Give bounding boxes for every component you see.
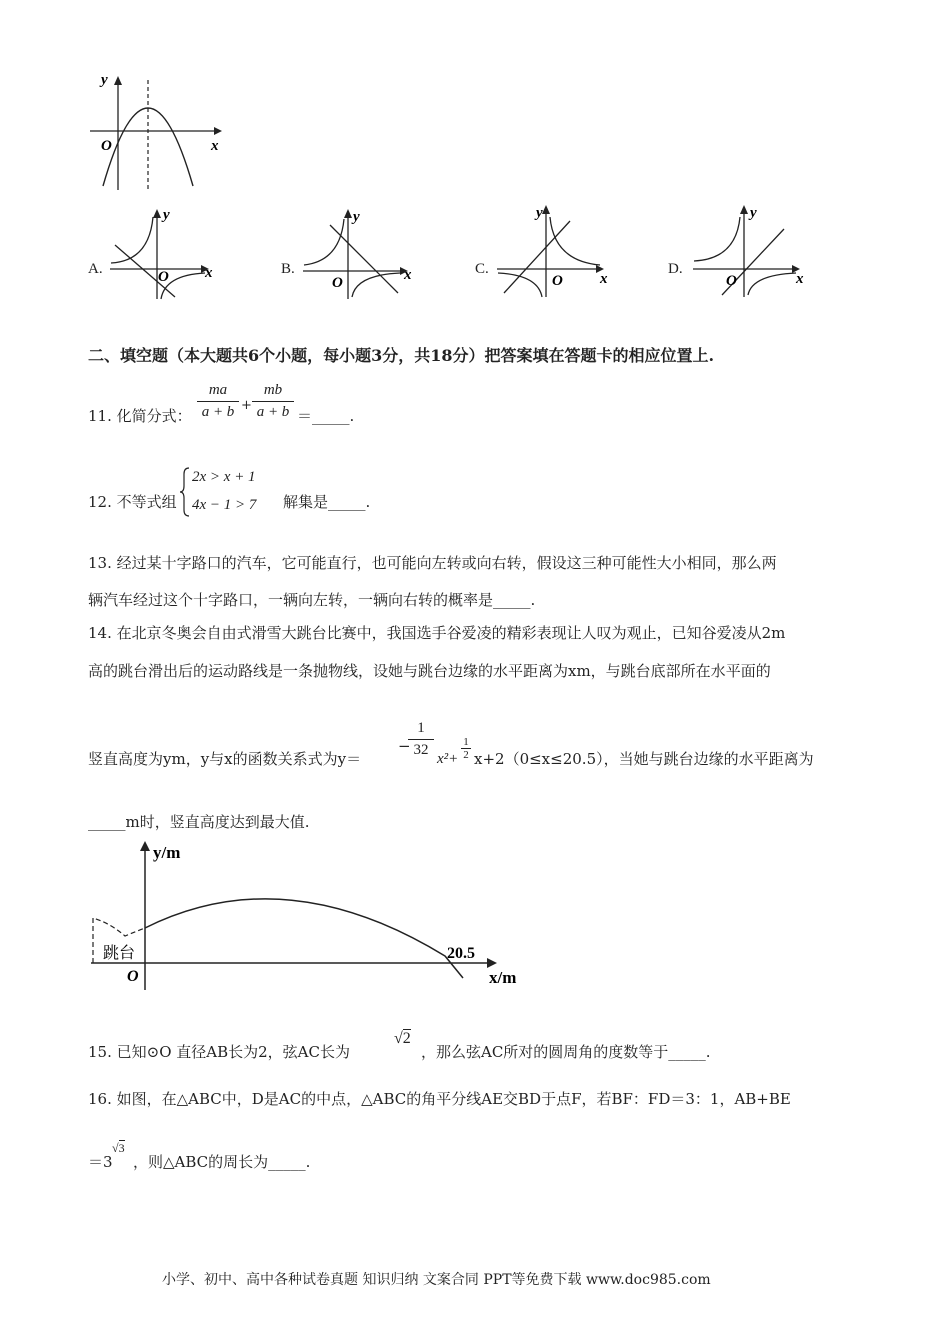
q15-sqrt-sign: √ xyxy=(394,1030,403,1047)
jump-origin-label: O xyxy=(127,968,139,985)
q11-frac2-num: mb xyxy=(263,382,283,398)
q15-prefix: 15. 已知⊙O 直径AB长为2，弦AC长为 xyxy=(88,1043,350,1061)
jump-end-label: 20.5 xyxy=(447,945,475,962)
q11-frac1-bar xyxy=(197,401,239,402)
option-c-origin: O xyxy=(552,273,563,289)
q16-sqrt xyxy=(112,1141,125,1156)
q11-fraction-2 xyxy=(252,382,294,421)
q12-line1: 2x > x + 1 xyxy=(192,469,256,485)
q11-plus: + xyxy=(241,398,252,413)
option-b-origin: O xyxy=(332,275,343,291)
q14-neg: − xyxy=(398,737,411,755)
option-b-graph xyxy=(298,207,418,302)
q12-line2: 4x − 1 > 7 xyxy=(192,497,257,513)
q13-line2: 辆汽车经过这个十字路口，一辆向左转，一辆向右转的概率是_____. xyxy=(88,591,536,609)
ski-jump-graph xyxy=(85,838,535,998)
q14-line4: _____m时，竖直高度达到最大值. xyxy=(88,813,310,831)
q14-f1-den: 32 xyxy=(413,742,429,758)
q11-frac1-den: a + b xyxy=(201,404,235,420)
q11-suffix: ＝_____. xyxy=(297,407,355,425)
option-b-y-label: y xyxy=(353,209,360,225)
q16-line1: 16. 如图，在△ABC中，D是AC的中点，△ABC的角平分线AE交BD于点F，若BF：FD＝3：1，AB+BE xyxy=(88,1090,791,1108)
section-title: 二、填空题（本大题共6个小题，每小题3分，共18分）把答案填在答题卡的相应位置上. xyxy=(88,346,715,365)
q12-brace xyxy=(179,466,191,518)
jump-platform-label: 跳台 xyxy=(103,945,136,962)
q12-suffix: 解集是_____. xyxy=(283,493,371,511)
q14-f1-bar xyxy=(408,739,434,740)
option-c-letter: C. xyxy=(475,261,489,277)
q14-f2-num: 1 xyxy=(463,736,469,748)
option-b-x-label: x xyxy=(404,267,412,283)
q13-line1: 13. 经过某十字路口的汽车，它可能直行，也可能向左转或向右转，假设这三种可能性大小相同，那么两 xyxy=(88,554,777,572)
top-parabola-graph xyxy=(85,68,230,193)
q16-line2-a: ＝3 xyxy=(88,1153,113,1171)
option-c-graph xyxy=(492,203,612,298)
option-a-graph xyxy=(105,207,220,302)
q16-sqrt-sign: √ xyxy=(112,1141,119,1155)
q16-line2-b: ，则△ABC的周长为_____. xyxy=(133,1153,311,1171)
q14-fraction-1 xyxy=(408,720,434,759)
option-a-origin: O xyxy=(158,269,169,285)
q11-fraction-1 xyxy=(197,382,239,421)
q15-sqrt-value: 2 xyxy=(402,1030,411,1047)
option-b-letter: B. xyxy=(281,261,295,277)
q15-suffix: ，那么弦AC所对的圆周角的度数等于_____. xyxy=(421,1043,711,1061)
q15-sqrt xyxy=(394,1030,411,1048)
q14-line2: 高的跳台滑出后的运动路线是一条抛物线，设她与跳台边缘的水平距离为xm，与跳台底部所在水平面的 xyxy=(88,662,771,680)
top-graph-origin-label: O xyxy=(101,138,112,154)
q14-f1-num: 1 xyxy=(417,720,425,736)
option-d-origin: O xyxy=(726,273,737,289)
jump-x-label: x/m xyxy=(489,968,517,987)
q11-frac2-den: a + b xyxy=(256,404,290,420)
option-d-x-label: x xyxy=(796,271,804,287)
option-c-y-label: y xyxy=(536,205,543,221)
top-graph-x-label: x xyxy=(211,138,219,154)
q14-line3-a: 竖直高度为ym，y与x的函数关系式为y＝ xyxy=(88,750,362,768)
q14-fraction-2 xyxy=(461,736,471,761)
option-c-x-label: x xyxy=(600,271,608,287)
top-graph-y-label: y xyxy=(101,72,108,88)
q11-frac2-bar xyxy=(252,401,294,402)
option-a-y-label: y xyxy=(163,207,170,223)
option-d-graph xyxy=(688,203,810,298)
q14-line1: 14. 在北京冬奥会自由式滑雪大跳台比赛中，我国选手谷爱凌的精彩表现让人叹为观止，已知谷爱凌从2m xyxy=(88,624,786,642)
q14-f2-den: 2 xyxy=(463,749,469,761)
q14-line3-b: x+2（0≤x≤20.5），当她与跳台边缘的水平距离为 xyxy=(474,750,814,768)
q14-x2: x²+ xyxy=(437,751,459,767)
q16-sqrt-value: 3 xyxy=(118,1141,125,1155)
option-a-letter: A. xyxy=(88,261,103,277)
q12-prefix: 12. 不等式组 xyxy=(88,493,177,511)
page-footer: 小学、初中、高中各种试卷真题 知识归纳 文案合同 PPT等免费下载 www.doc985.com xyxy=(162,1272,711,1288)
jump-y-label: y/m xyxy=(153,843,181,862)
option-d-letter: D. xyxy=(668,261,683,277)
option-a-x-label: x xyxy=(205,265,213,281)
q11-prefix: 11. 化简分式： xyxy=(88,407,192,425)
q11-frac1-num: ma xyxy=(208,382,228,398)
option-d-y-label: y xyxy=(750,205,757,221)
